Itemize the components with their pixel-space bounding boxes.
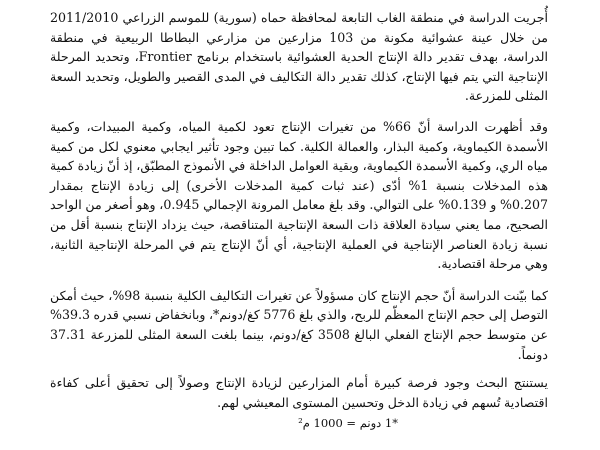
abstract-paragraph-1: أُجريت الدراسة في منطقة الغاب التابعة لمحافظة حماه (سورية) للموسم الزراعي 2011/2010 من خلال عينة عشوائية مكونة من 103 مزارعين من مزارعي البطاطا الربيعية في منطقة الدراسة، بهدف تقدير دالة الإنتاج الحدية العشوائية باستخدام برنامج Frontier، وتحديد المرحلة الإنتاجية التي يتم فيها الإنتاج، كذلك تقدير دالة التكاليف في المدى القصير والطويل، وتحديد السعة المثلى للمزرعة. xyxy=(50,10,548,104)
abstract-paragraph-4: يستنتج البحث وجود فرصة كبيرة أمام المزارعين لزيادة الإنتاج وصولاً إلى تحقيق أعلى كفاءة اقتصادية تُسهم في زيادة الدخل وتحسين المستوى المعيشي لهم. xyxy=(50,375,548,410)
abstract-paragraph-3: كما بيّنت الدراسة أنّ حجم الإنتاج كان مسؤولاً عن تغيرات التكاليف الكلية بنسبة 98%، حيث أمكن التوصل إلى حجم الإنتاج المعظّم للربح، والذي بلغ 5776 كغ/دونم*، وبانخفاض نسبي قدره 39.3% عن متوسط حجم الإنتاج الفعلي البالغ 3508 كغ/دونم، بينما بلغت السعة المثلى للمزرعة 37.31 دونماً. xyxy=(50,287,548,362)
footnote: *1 دونم = 1000 م² xyxy=(298,416,398,431)
abstract-paragraph-2: وقد أظهرت الدراسة أنّ 66% من تغيرات الإنتاج تعود لكمية المياه، وكمية المبيدات، وكمية الأسمدة الكيماوية، وكمية البذار، والعمالة الكلية. كما تبين وجود تأثير ايجابي معنوي لكل من كمية مياه الري، وكمية الأسمدة الكيماوية، وبقية العوامل الداخلة في الأنموذج المطبّق، إذ أنّ زيادة كمية هذه المدخلات بنسبة 1% أدّى (عند ثبات كمية المدخلات الأخرى) إلى زيادة الإنتاج بمقدار 0.207% و 0.139% على التوالي. وقد بلغ معامل المرونة الإجمالي 0.945، وهو أصغر من الواحد الصحيح، مما يعني سيادة العلاقة ذات السعة الإنتاجية المتناقصة، حيث يزداد الإنتاج بنسبة أقل من نسبة زيادة العناصر الإنتاجية في العملية الإنتاجية، أي أنّ الإنتاج يتم في المرحلة الإنتاجية الثانية، وهي مرحلة اقتصادية. xyxy=(50,118,548,272)
